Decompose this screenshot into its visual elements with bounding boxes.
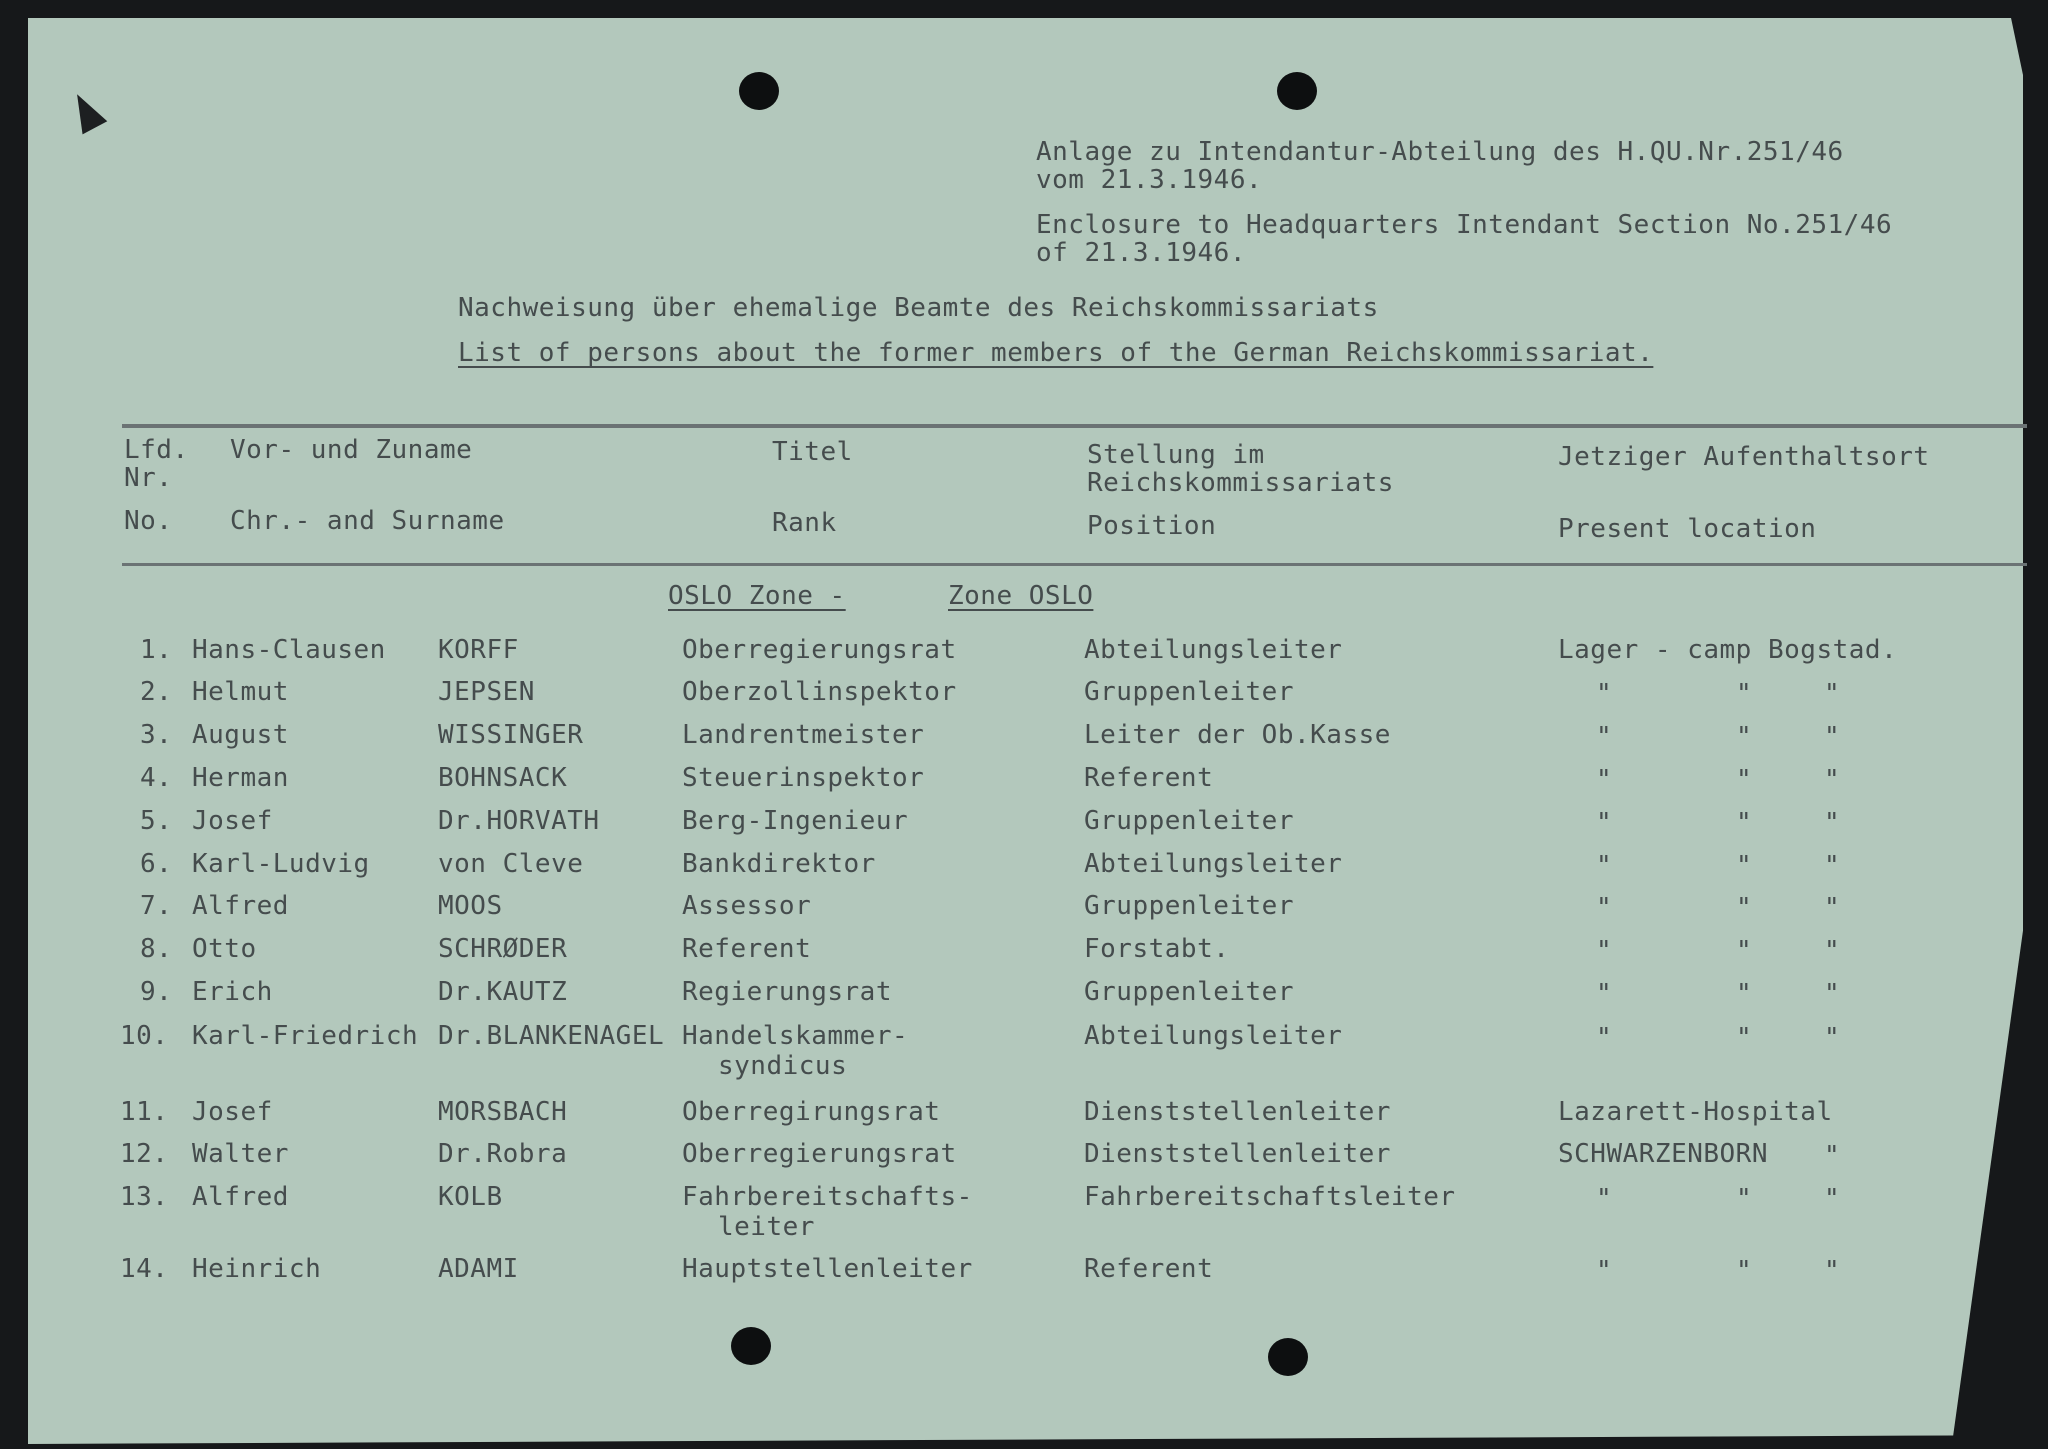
annex-line-english-2: of 21.3.1946.: [1036, 238, 1246, 268]
rank: Assessor: [682, 891, 812, 921]
first-name: Walter: [192, 1139, 289, 1169]
position: Dienststellenleiter: [1084, 1139, 1391, 1169]
surname: WISSINGER: [438, 720, 584, 750]
ditto-mark: ": [1596, 808, 1613, 838]
ditto-mark: ": [1736, 936, 1753, 966]
surname: von Cleve: [438, 849, 584, 879]
header-location-en: Present location: [1558, 514, 1817, 544]
zone-label-left: OSLO Zone -: [668, 581, 846, 611]
surname: Dr.Robra: [438, 1139, 568, 1169]
ditto-mark: ": [1736, 765, 1753, 795]
first-name: Alfred: [192, 891, 289, 921]
present-location: Lager - camp Bogstad.: [1558, 635, 1898, 665]
surname: Dr.BLANKENAGEL: [438, 1021, 665, 1051]
ditto-mark: ": [1824, 851, 1841, 881]
row-number: 8.: [140, 934, 173, 964]
row-number: 6.: [140, 849, 173, 879]
punch-hole: [739, 72, 779, 110]
ditto-mark: ": [1736, 1023, 1753, 1053]
header-no-de-1: Lfd.: [124, 435, 189, 465]
row-number: 11.: [120, 1097, 169, 1127]
ditto-mark: ": [1824, 1184, 1841, 1214]
surname: BOHNSACK: [438, 763, 568, 793]
ditto-mark: ": [1596, 679, 1613, 709]
present-location: SCHWARZENBORN: [1558, 1139, 1768, 1169]
title-german: Nachweisung über ehemalige Beamte des Reichskommissariats: [458, 293, 1379, 323]
surname: ADAMI: [438, 1254, 519, 1284]
ditto-mark: ": [1596, 722, 1613, 752]
position: Fahrbereitschaftsleiter: [1084, 1182, 1456, 1212]
ditto-mark: ": [1736, 1256, 1753, 1286]
position: Referent: [1084, 1254, 1214, 1284]
punch-hole: [731, 1327, 771, 1365]
header-name-en: Chr.- and Surname: [230, 506, 505, 536]
ditto-mark: ": [1596, 765, 1613, 795]
row-number: 1.: [140, 635, 173, 665]
first-name: Hans-Clausen: [192, 635, 386, 665]
ditto-mark: ": [1736, 893, 1753, 923]
header-title-en: Rank: [772, 508, 837, 538]
surname: Dr.HORVATH: [438, 806, 600, 836]
header-location-de: Jetziger Aufenthaltsort: [1558, 442, 1930, 472]
ditto-mark: ": [1824, 765, 1841, 795]
rank: Hauptstellenleiter: [682, 1254, 973, 1284]
ditto-mark: ": [1824, 979, 1841, 1009]
row-number: 10.: [120, 1021, 169, 1051]
ditto-mark: ": [1596, 851, 1613, 881]
row-number: 13.: [120, 1182, 169, 1212]
table-top-rule: [122, 424, 2027, 428]
rank: Referent: [682, 934, 812, 964]
header-title-de: Titel: [772, 437, 853, 467]
first-name: Josef: [192, 1097, 273, 1127]
header-position-de-1: Stellung im: [1087, 440, 1265, 470]
header-no-de-2: Nr.: [124, 463, 173, 493]
position: Dienststellenleiter: [1084, 1097, 1391, 1127]
ditto-mark: ": [1736, 979, 1753, 1009]
first-name: Karl-Friedrich: [192, 1021, 419, 1051]
surname: MORSBACH: [438, 1097, 568, 1127]
first-name: August: [192, 720, 289, 750]
row-number: 14.: [120, 1254, 169, 1284]
ditto-mark: ": [1824, 722, 1841, 752]
punch-hole: [1277, 72, 1317, 110]
rank: Oberregierungsrat: [682, 1139, 957, 1169]
row-number: 4.: [140, 763, 173, 793]
present-location: Lazarett-Hospital: [1558, 1097, 1833, 1127]
rank: Oberzollinspektor: [682, 677, 957, 707]
position: Abteilungsleiter: [1084, 849, 1343, 879]
table-header-rule: [122, 563, 2027, 566]
header-position-de-2: Reichskommissariats: [1087, 468, 1394, 498]
annex-line-english-1: Enclosure to Headquarters Intendant Section No.251/46: [1036, 210, 1893, 240]
first-name: Josef: [192, 806, 273, 836]
surname: MOOS: [438, 891, 503, 921]
first-name: Herman: [192, 763, 289, 793]
header-position-en: Position: [1087, 511, 1217, 541]
ditto-mark: ": [1824, 808, 1841, 838]
position: Referent: [1084, 763, 1214, 793]
first-name: Alfred: [192, 1182, 289, 1212]
position: Gruppenleiter: [1084, 806, 1294, 836]
position: Forstabt.: [1084, 934, 1230, 964]
annex-line-german-2: vom 21.3.1946.: [1036, 165, 1263, 195]
rank: Oberregierungsrat: [682, 635, 957, 665]
ditto-mark: ": [1824, 679, 1841, 709]
row-number: 9.: [140, 977, 173, 1007]
rank: Handelskammer-: [682, 1021, 909, 1051]
first-name: Otto: [192, 934, 257, 964]
ditto-mark: ": [1736, 808, 1753, 838]
rank: Regierungsrat: [682, 977, 892, 1007]
position: Gruppenleiter: [1084, 977, 1294, 1007]
title-english: List of persons about the former members of the German Reichskommissariat.: [458, 338, 1654, 368]
rank-continued: syndicus: [718, 1051, 848, 1081]
rank: Bankdirektor: [682, 849, 876, 879]
ditto-mark: ": [1596, 1256, 1613, 1286]
row-number: 5.: [140, 806, 173, 836]
position: Abteilungsleiter: [1084, 1021, 1343, 1051]
surname: SCHRØDER: [438, 934, 568, 964]
position: Leiter der Ob.Kasse: [1084, 720, 1391, 750]
surname: JEPSEN: [438, 677, 535, 707]
ditto-mark: ": [1596, 936, 1613, 966]
row-number: 3.: [140, 720, 173, 750]
row-number: 2.: [140, 677, 173, 707]
ditto-mark: ": [1596, 1184, 1613, 1214]
ditto-mark: ": [1596, 893, 1613, 923]
header-no-en: No.: [124, 506, 173, 536]
rank: Berg-Ingenieur: [682, 806, 909, 836]
surname: KOLB: [438, 1182, 503, 1212]
ditto-mark: ": [1824, 1141, 1841, 1171]
rank: Steuerinspektor: [682, 763, 925, 793]
ditto-mark: ": [1824, 936, 1841, 966]
ditto-mark: ": [1596, 1023, 1613, 1053]
ditto-mark: ": [1736, 851, 1753, 881]
ditto-mark: ": [1596, 979, 1613, 1009]
first-name: Heinrich: [192, 1254, 322, 1284]
row-number: 12.: [120, 1139, 169, 1169]
ditto-mark: ": [1736, 722, 1753, 752]
first-name: Erich: [192, 977, 273, 1007]
punch-hole: [1268, 1338, 1308, 1376]
ditto-mark: ": [1736, 679, 1753, 709]
position: Abteilungsleiter: [1084, 635, 1343, 665]
rank: Landrentmeister: [682, 720, 925, 750]
zone-label-right: Zone OSLO: [948, 581, 1094, 611]
ditto-mark: ": [1736, 1184, 1753, 1214]
rank: Oberregirungsrat: [682, 1097, 941, 1127]
annex-line-german-1: Anlage zu Intendantur-Abteilung des H.QU.Nr.251/46: [1036, 137, 1844, 167]
position: Gruppenleiter: [1084, 891, 1294, 921]
ditto-mark: ": [1824, 893, 1841, 923]
surname: KORFF: [438, 635, 519, 665]
ditto-mark: ": [1824, 1256, 1841, 1286]
ditto-mark: ": [1824, 1023, 1841, 1053]
position: Gruppenleiter: [1084, 677, 1294, 707]
header-name-de: Vor- und Zuname: [230, 435, 473, 465]
surname: Dr.KAUTZ: [438, 977, 568, 1007]
rank: Fahrbereitschafts-: [682, 1182, 973, 1212]
first-name: Karl-Ludvig: [192, 849, 370, 879]
row-number: 7.: [140, 891, 173, 921]
rank-continued: leiter: [718, 1212, 815, 1242]
first-name: Helmut: [192, 677, 289, 707]
